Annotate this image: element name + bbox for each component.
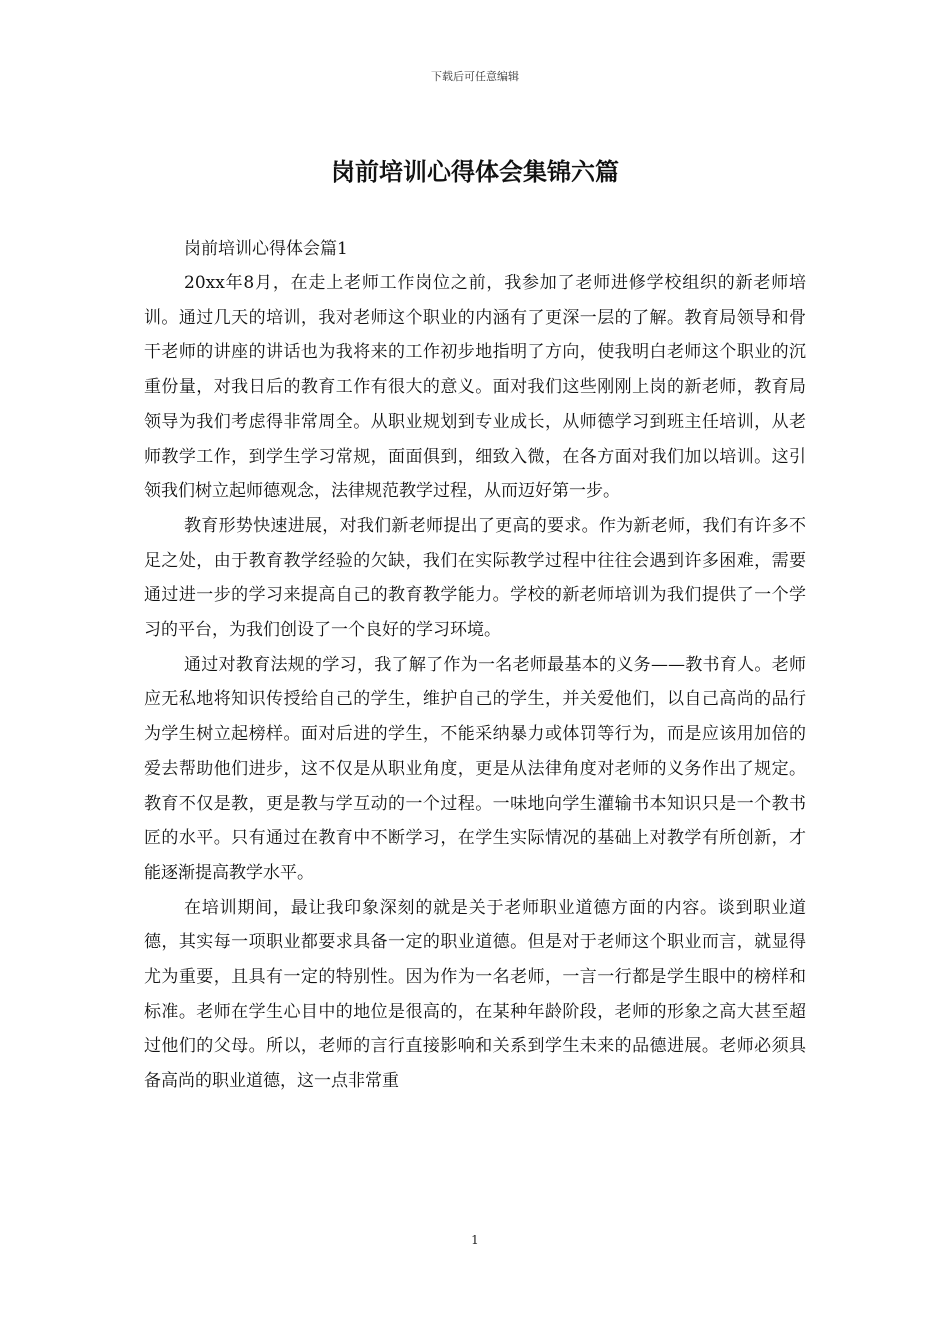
paragraph-2: 教育形势快速进展，对我们新老师提出了更高的要求。作为新老师，我们有许多不足之处，由于教育教学经验的欠缺，我们在实际教学过程中往往会遇到许多困难，需要通过进一步的学习来提高自己的教育教学能力。学校的新老师培训为我们提供了一个学习的平台，为我们创设了一个良好的学习环境。 xyxy=(144,515,806,641)
paragraph-4: 在培训期间，最让我印象深刻的就是关于老师职业道德方面的内容。谈到职业道德，其实每一项职业都要求具备一定的职业道德。但是对于老师这个职业而言，就显得尤为重要，且具有一定的特别性。因为作为一名老师，一言一行都是学生眼中的榜样和标准。老师在学生心目中的地位是很高的，在某种年龄阶段，老师的形象之高大甚至超过他们的父母。所以，老师的言行直接影响和关系到学生未来的品德进展。老师必须具备高尚的职业道德，这一点非常重 xyxy=(144,897,806,1092)
page-number: 1 xyxy=(471,1233,479,1247)
paragraph-3: 通过对教育法规的学习，我了解了作为一名老师最基本的义务——教书育人。老师应无私地将知识传授给自己的学生，维护自己的学生，并关爱他们，以自己高尚的品行为学生树立起榜样。面对后进的学生，不能采纳暴力或体罚等行为，而是应该用加倍的爱去帮助他们进步，这不仅是从职业角度，更是从法律角度对老师的义务作出了规定。教育不仅是教，更是教与学互动的一个过程。一味地向学生灌输书本知识只是一个教书匠的水平。只有通过在教育中不断学习，在学生实际情况的基础上对教学有所创新，才能逐渐提高教学水平。 xyxy=(144,654,806,883)
document-title: 岗前培训心得体会集锦六篇 xyxy=(331,157,619,186)
header-note: 下载后可任意编辑 xyxy=(431,70,519,83)
section-heading: 岗前培训心得体会篇1 xyxy=(184,239,348,259)
paragraph-1: 20xx年8月，在走上老师工作岗位之前，我参加了老师进修学校组织的新老师培训。通过几天的培训，我对老师这个职业的内涵有了更深一层的了解。教育局领导和骨干老师的讲座的讲话也为我将来的工作初步地指明了方向，使我明白老师这个职业的沉重份量，对我日后的教育工作有很大的意义。面对我们这些刚刚上岗的新老师，教育局领导为我们考虑得非常周全。从职业规划到专业成长，从师德学习到班主任培训，从老师教学工作，到学生学习常规，面面俱到，细致入微，在各方面对我们加以培训。这引领我们树立起师德观念，法律规范教学过程，从而迈好第一步。 xyxy=(144,273,806,502)
document-body xyxy=(144,232,806,1099)
